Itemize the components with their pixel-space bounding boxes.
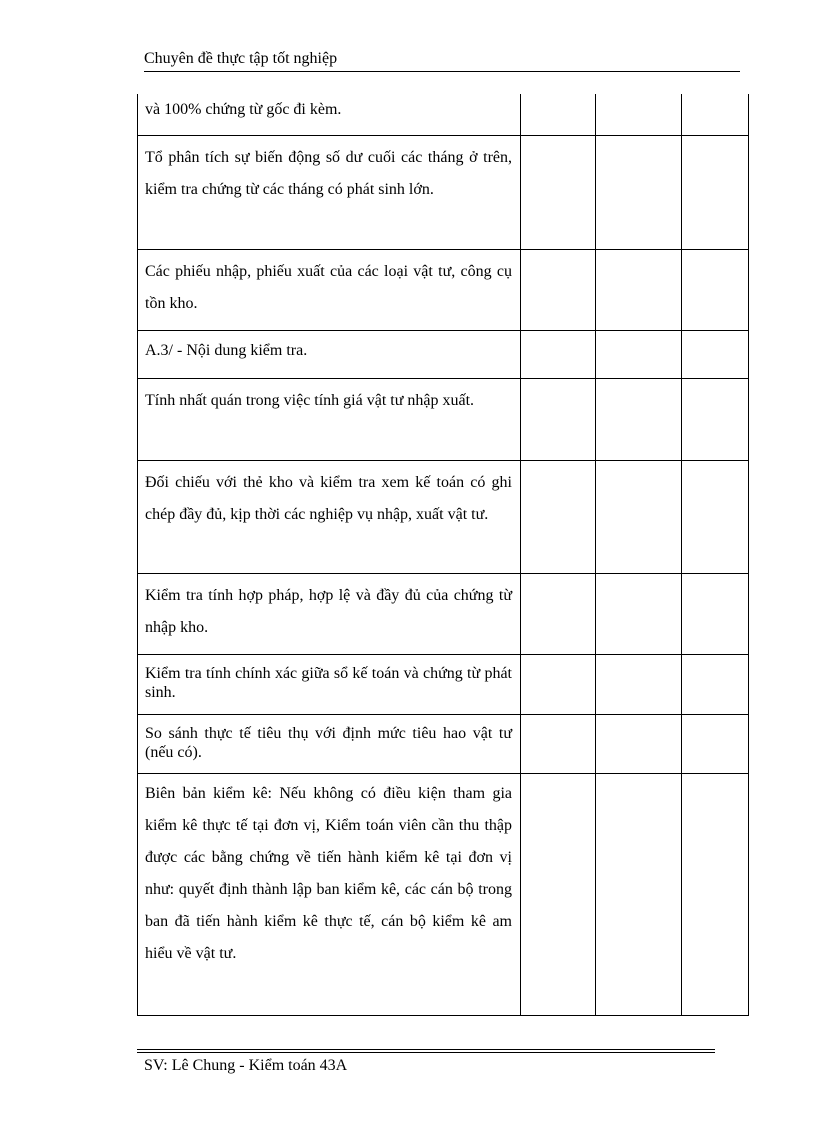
blank-cell bbox=[521, 330, 596, 378]
blank-cell bbox=[521, 654, 596, 714]
blank-cell bbox=[596, 330, 682, 378]
blank-cell bbox=[596, 378, 682, 460]
blank-cell bbox=[521, 714, 596, 773]
blank-cell bbox=[682, 714, 749, 773]
blank-cell bbox=[682, 378, 749, 460]
procedure-text: Tổ phân tích sự biến động số dư cuối các tháng ở trên, kiểm tra chứng từ các tháng có phát sinh lớn. bbox=[145, 148, 512, 198]
blank-cell bbox=[521, 249, 596, 330]
table-row bbox=[138, 378, 749, 460]
blank-cell bbox=[521, 460, 596, 573]
section-heading: A.3/ - Nội dung kiểm tra. bbox=[145, 341, 308, 359]
page-header-title: Chuyên đề thực tập tốt nghiệp bbox=[144, 50, 338, 67]
blank-cell bbox=[596, 249, 682, 330]
blank-cell bbox=[596, 94, 682, 135]
blank-cell bbox=[521, 378, 596, 460]
blank-cell bbox=[682, 654, 749, 714]
procedure-text: Kiểm tra tính hợp pháp, hợp lệ và đầy đủ của chứng từ nhập kho. bbox=[145, 586, 512, 636]
blank-cell bbox=[521, 773, 596, 1015]
table-row bbox=[138, 773, 749, 1015]
table-row bbox=[138, 135, 749, 249]
blank-cell bbox=[596, 773, 682, 1015]
footer-rule bbox=[137, 1052, 715, 1053]
table-row bbox=[138, 249, 749, 330]
audit-procedure-table bbox=[137, 94, 749, 1016]
blank-cell bbox=[596, 654, 682, 714]
blank-cell bbox=[596, 573, 682, 654]
page-footer-text: SV: Lê Chung - Kiểm toán 43A bbox=[144, 1057, 348, 1074]
blank-cell bbox=[682, 94, 749, 135]
table-row bbox=[138, 460, 749, 573]
procedure-text: So sánh thực tế tiêu thụ với định mức tiêu hao vật tư (nếu có). bbox=[145, 724, 512, 761]
table-row bbox=[138, 714, 749, 773]
procedure-text: Đối chiếu với thẻ kho và kiểm tra xem kế toán có ghi chép đầy đủ, kịp thời các nghiệp vụ nhập, xuất vật tư. bbox=[145, 473, 512, 523]
blank-cell bbox=[682, 573, 749, 654]
table-row bbox=[138, 573, 749, 654]
procedure-text: Tính nhất quán trong việc tính giá vật tư nhập xuất. bbox=[145, 391, 475, 409]
blank-cell bbox=[521, 573, 596, 654]
procedure-text: Biên bản kiểm kê: Nếu không có điều kiện tham gia kiểm kê thực tế tại đơn vị, Kiểm toán viên cần thu thập được các bằng chứng về tiến hành kiểm kê tại đơn vị như: quyết định thành lập ban kiểm kê, các cán bộ trong ban đã tiến hành kiểm kê thực tế, cán bộ kiểm kê am hiểu về vật tư. bbox=[145, 784, 512, 962]
blank-cell bbox=[596, 135, 682, 249]
blank-cell bbox=[682, 249, 749, 330]
table-row bbox=[138, 330, 749, 378]
procedure-text: Các phiếu nhập, phiếu xuất của các loại vật tư, công cụ tồn kho. bbox=[145, 262, 512, 312]
blank-cell bbox=[596, 714, 682, 773]
blank-cell bbox=[682, 330, 749, 378]
header-rule bbox=[144, 71, 740, 72]
table-row bbox=[138, 654, 749, 714]
procedure-text: Kiểm tra tính chính xác giữa sổ kế toán và chứng từ phát sinh. bbox=[145, 664, 512, 701]
table-row bbox=[138, 94, 749, 135]
blank-cell bbox=[521, 135, 596, 249]
blank-cell bbox=[682, 460, 749, 573]
blank-cell bbox=[682, 773, 749, 1015]
procedure-text: và 100% chứng từ gốc đi kèm. bbox=[145, 101, 342, 118]
footer-rule bbox=[137, 1049, 715, 1050]
blank-cell bbox=[596, 460, 682, 573]
blank-cell bbox=[521, 94, 596, 135]
blank-cell bbox=[682, 135, 749, 249]
